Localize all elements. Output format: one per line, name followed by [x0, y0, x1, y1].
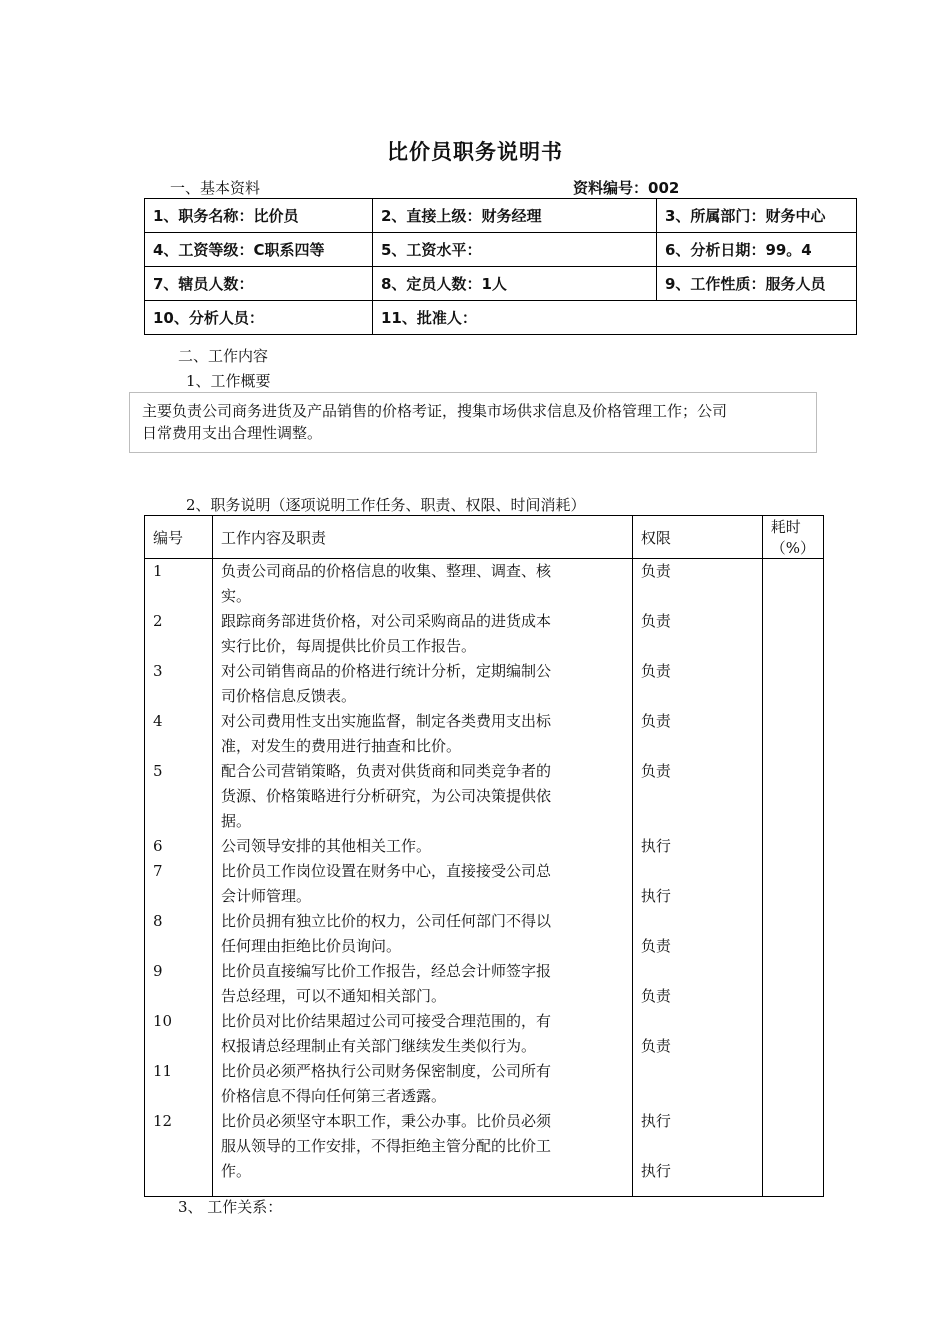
duty-line: 权报请总经理制止有关部门继续发生类似行为。: [220, 1037, 536, 1055]
duty-line: 跟踪商务部进货价格，对公司采购商品的进货成本: [220, 612, 551, 630]
authority-column: [632, 559, 762, 1197]
item-number: [145, 684, 212, 709]
header-number: 编号: [145, 516, 213, 559]
item-number: 7: [153, 862, 163, 880]
item-number: [145, 1034, 212, 1059]
duties-table: [144, 515, 824, 1197]
item-number: [145, 1159, 212, 1184]
item-number: 10: [153, 1012, 173, 1030]
field-salary-level: 5、工资水平：: [373, 233, 657, 267]
item-number: [145, 634, 212, 659]
duty-line: 配合公司营销策略，负责对供货商和同类竞争者的: [220, 762, 551, 780]
authority-line: [633, 1009, 762, 1034]
authority-line: 负责: [640, 562, 671, 580]
authority-line: 执行: [640, 887, 671, 905]
section-work-content-heading: 二、工作内容: [178, 347, 269, 365]
field-approver: 11、批准人：: [373, 301, 857, 335]
item-number: [145, 584, 212, 609]
overview-line: 主要负责公司商务进货及产品销售的价格考证，搜集市场供求信息及价格管理工作；公司: [142, 402, 728, 420]
duty-line: 实。: [220, 587, 251, 605]
duties-header-row: [145, 516, 824, 559]
spacer: [145, 1184, 212, 1196]
basic-info-row: [145, 199, 857, 233]
duty-line: 负责公司商品的价格信息的收集、整理、调查、核: [220, 562, 551, 580]
overview-box: [129, 392, 817, 453]
item-number: 2: [153, 612, 163, 630]
duty-line: 告总经理，可以不通知相关部门。: [220, 987, 446, 1005]
authority-line: 负责: [640, 1037, 671, 1055]
authority-line: [633, 859, 762, 884]
authority-line: [633, 734, 762, 759]
item-number: [145, 934, 212, 959]
duties-heading: 2、职务说明（逐项说明工作任务、职责、权限、时间消耗）: [186, 496, 586, 514]
content-column: [212, 559, 632, 1197]
item-number: [145, 884, 212, 909]
duty-line: 实行比价，每周提供比价员工作报告。: [220, 637, 476, 655]
authority-line: 执行: [640, 1112, 671, 1130]
duty-line: 价格信息不得向任何第三者透露。: [220, 1087, 446, 1105]
field-supervisor: 2、直接上级：财务经理: [373, 199, 657, 233]
item-number: [145, 984, 212, 1009]
authority-line: [633, 784, 762, 809]
duty-line: 比价员必须严格执行公司财务保密制度，公司所有: [220, 1062, 551, 1080]
field-headcount: 8、定员人数：1人: [373, 267, 657, 301]
item-number: 1: [153, 562, 163, 580]
overview-heading: 1、工作概要: [186, 372, 271, 390]
authority-line: [633, 909, 762, 934]
spacer: [633, 1184, 762, 1196]
header-time: 耗时（%）: [762, 516, 823, 559]
duty-line: 作。: [220, 1162, 251, 1180]
authority-line: 执行: [640, 837, 671, 855]
item-number: [145, 784, 212, 809]
time-column: [762, 559, 823, 1197]
authority-line: [633, 1134, 762, 1159]
duty-line: 公司领导安排的其他相关工作。: [220, 837, 431, 855]
duty-line: 对公司销售商品的价格进行统计分析，定期编制公: [220, 662, 551, 680]
item-number: 3: [153, 662, 163, 680]
duty-line: 会计师管理。: [220, 887, 311, 905]
page-title: 比价员职务说明书: [387, 140, 563, 164]
item-number: [145, 809, 212, 834]
basic-info-table: [144, 198, 857, 335]
authority-line: 负责: [640, 762, 671, 780]
field-analysis-date: 6、分析日期：99。4: [657, 233, 857, 267]
item-number: [145, 1134, 212, 1159]
item-number: 5: [153, 762, 163, 780]
authority-line: 负责: [640, 662, 671, 680]
authority-line: [633, 1084, 762, 1109]
spacer: [213, 1184, 632, 1196]
item-number: 8: [153, 912, 163, 930]
item-number: [145, 734, 212, 759]
authority-line: [633, 584, 762, 609]
item-number: 12: [153, 1112, 173, 1130]
authority-line: 负责: [640, 612, 671, 630]
authority-line: 负责: [640, 712, 671, 730]
basic-info-row: [145, 267, 857, 301]
header-authority: 权限: [632, 516, 762, 559]
field-work-nature: 9、工作性质：服务人员: [657, 267, 857, 301]
overview-line: 日常费用支出合理性调整。: [142, 424, 323, 442]
authority-line: [633, 809, 762, 834]
duty-line: 对公司费用性支出实施监督，制定各类费用支出标: [220, 712, 551, 730]
duty-line: 司价格信息反馈表。: [220, 687, 356, 705]
basic-info-row: [145, 301, 857, 335]
duty-line: 比价员对比价结果超过公司可接受合理范围的，有: [220, 1012, 551, 1030]
item-number: 9: [153, 962, 163, 980]
item-number: 4: [153, 712, 163, 730]
duty-line: 比价员工作岗位设置在财务中心，直接接受公司总: [220, 862, 551, 880]
authority-line: [633, 959, 762, 984]
authority-line: 负责: [640, 937, 671, 955]
duty-line: 准，对发生的费用进行抽查和比价。: [220, 737, 461, 755]
field-job-title: 1、职务名称：比价员: [145, 199, 373, 233]
authority-line: [633, 1059, 762, 1084]
duty-line: 比价员拥有独立比价的权力，公司任何部门不得以: [220, 912, 551, 930]
duty-line: 比价员直接编写比价工作报告，经总会计师签字报: [220, 962, 551, 980]
field-salary-grade: 4、工资等级：C职系四等: [145, 233, 373, 267]
duty-line: 比价员必须坚守本职工作，秉公办事。比价员必须: [220, 1112, 551, 1130]
field-subordinates: 7、辖员人数：: [145, 267, 373, 301]
item-number: 11: [153, 1062, 173, 1080]
item-number: 6: [153, 837, 163, 855]
duty-line: 服从领导的工作安排，不得拒绝主管分配的比价工: [220, 1137, 551, 1155]
header-content: 工作内容及职责: [212, 516, 632, 559]
number-column: [145, 559, 213, 1197]
basic-info-row: [145, 233, 857, 267]
duty-line: 货源、价格策略进行分析研究，为公司决策提供依: [220, 787, 551, 805]
field-department: 3、所属部门：财务中心: [657, 199, 857, 233]
work-relations-heading: 3、 工作关系：: [178, 1198, 283, 1216]
document-number: 资料编号：002: [573, 179, 680, 197]
authority-line: [633, 634, 762, 659]
duty-line: 据。: [220, 812, 251, 830]
field-analyst: 10、分析人员：: [145, 301, 373, 335]
duty-line: 任何理由拒绝比价员询问。: [220, 937, 401, 955]
authority-line: [633, 684, 762, 709]
item-number: [145, 1084, 212, 1109]
authority-line: 负责: [640, 987, 671, 1005]
authority-line: 执行: [640, 1162, 671, 1180]
section-basic-info-heading: 一、基本资料: [170, 179, 261, 197]
duties-body-row: [145, 559, 824, 1197]
